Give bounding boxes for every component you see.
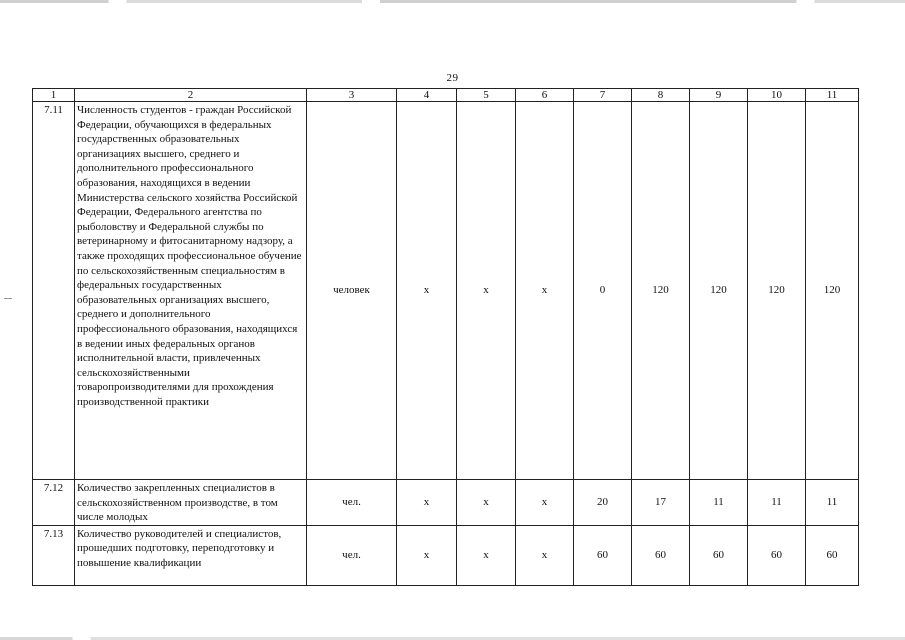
column-header: 11 [806, 89, 859, 102]
row-value: 120 [690, 102, 748, 480]
row-value: х [516, 480, 574, 526]
row-value: 11 [690, 480, 748, 526]
row-value: 60 [632, 525, 690, 585]
row-number: 7.11 [33, 102, 75, 480]
row-value: 120 [632, 102, 690, 480]
row-value: 120 [806, 102, 859, 480]
row-number: 7.13 [33, 525, 75, 585]
column-header: 2 [75, 89, 307, 102]
column-header: 1 [33, 89, 75, 102]
row-value: х [516, 102, 574, 480]
row-description: Численность студентов - граждан Российской Федерации, обучающихся в федеральных государственных образовательных организациях высшего, среднего и дополнительного профессионального образования, находящихся в ведении Министерства сельского хозяйства Российской Федерации, Федерального агентства по рыболовству и Федеральной службы по ветеринарному и фитосанитарному надзору, а также проходящих профессиональное обучение по сельскохозяйственным специальностям в федеральных государственных образовательных организациях высшего, среднего и дополнительного профессионального образования, находящихся в ведении иных федеральных органов исполнительной власти, привлеченных сельскохозяйственными товаропроизводителями для прохождения производственной практики [75, 102, 307, 480]
page-number: 29 [446, 72, 459, 84]
scan-edge-top [0, 0, 905, 3]
column-header: 9 [690, 89, 748, 102]
row-number: 7.12 [33, 480, 75, 526]
row-value: 120 [748, 102, 806, 480]
row-value: 60 [574, 525, 632, 585]
row-value: 60 [806, 525, 859, 585]
row-value: х [397, 102, 457, 480]
column-header: 4 [397, 89, 457, 102]
column-header: 7 [574, 89, 632, 102]
column-header: 10 [748, 89, 806, 102]
row-value: 11 [748, 480, 806, 526]
row-value: 0 [574, 102, 632, 480]
row-value: 60 [690, 525, 748, 585]
column-header: 3 [307, 89, 397, 102]
row-unit: человек [307, 102, 397, 480]
row-description: Количество руководителей и специалистов, прошедших подготовку, переподготовку и повышение квалификации [75, 525, 307, 585]
row-value: 11 [806, 480, 859, 526]
table-header-row [33, 89, 859, 102]
column-header: 5 [457, 89, 516, 102]
row-description: Количество закрепленных специалистов в сельскохозяйственном производстве, в том числе молодых [75, 480, 307, 526]
row-value: 60 [748, 525, 806, 585]
table-row [33, 525, 859, 585]
column-header: 6 [516, 89, 574, 102]
row-value: х [516, 525, 574, 585]
margin-mark [4, 298, 12, 299]
indicator-table [32, 88, 859, 586]
row-value: х [457, 480, 516, 526]
column-header: 8 [632, 89, 690, 102]
row-value: 20 [574, 480, 632, 526]
table-row [33, 480, 859, 526]
row-unit: чел. [307, 525, 397, 585]
row-value: 17 [632, 480, 690, 526]
row-value: х [457, 102, 516, 480]
row-value: х [457, 525, 516, 585]
table-row [33, 102, 859, 480]
row-unit: чел. [307, 480, 397, 526]
row-value: х [397, 480, 457, 526]
row-value: х [397, 525, 457, 585]
